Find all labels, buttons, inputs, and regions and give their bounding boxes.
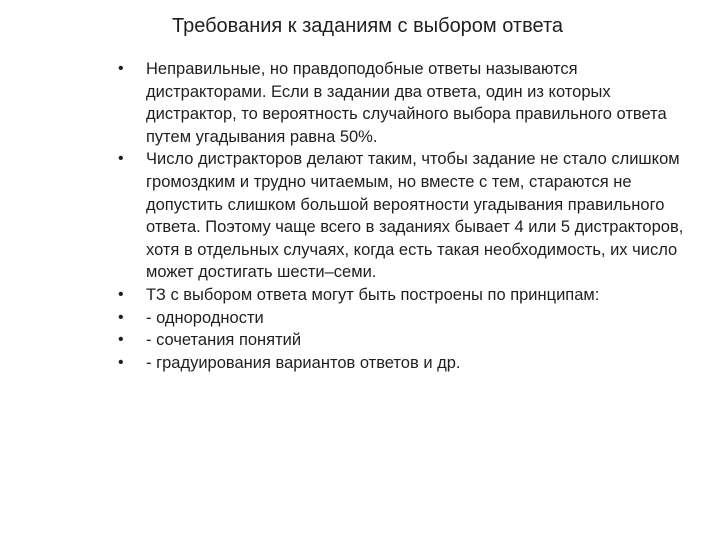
bullet-icon: • [118, 60, 124, 77]
bullet-item [118, 58, 698, 148]
bullet-text: - сочетания понятий [146, 331, 302, 350]
bullet-item [118, 148, 698, 284]
bullet-item [118, 352, 698, 375]
bullet-text: Неправильные, но правдоподобные ответы называются дистракторами. Если в задании два ответа, один из которых дистрактор, то вероятность случайного выбора правильного ответа путем угадывания равна 50%. [146, 60, 667, 146]
bullet-text: - однородности [146, 308, 264, 327]
bullet-text: - градуирования вариантов ответов и др. [146, 353, 461, 372]
bullet-icon: • [118, 353, 124, 371]
slide-title: Требования к заданиям с выбором ответа [171, 15, 563, 37]
bullet-list [118, 58, 698, 374]
bullet-icon: • [118, 331, 124, 349]
bullet-item [118, 284, 698, 307]
bullet-item [118, 329, 698, 352]
bullet-icon: • [118, 150, 124, 168]
bullet-item [118, 307, 698, 330]
bullet-icon: • [118, 285, 124, 303]
bullet-text: Число дистракторов делают таким, чтобы задание не стало слишком громоздким и трудно читаемым, но вместе с тем, стараются не допустить слишком большой вероятности угадывания правильного ответа. Поэтому чаще всего в заданиях бывает 4 или 5 дистракторов, хотя в отдельных случаях, когда есть такая необходимость, их число может достигать шести–семи. [146, 150, 684, 282]
bullet-text: ТЗ с выбором ответа могут быть построены по принципам: [146, 285, 600, 304]
bullet-icon: • [118, 308, 124, 326]
